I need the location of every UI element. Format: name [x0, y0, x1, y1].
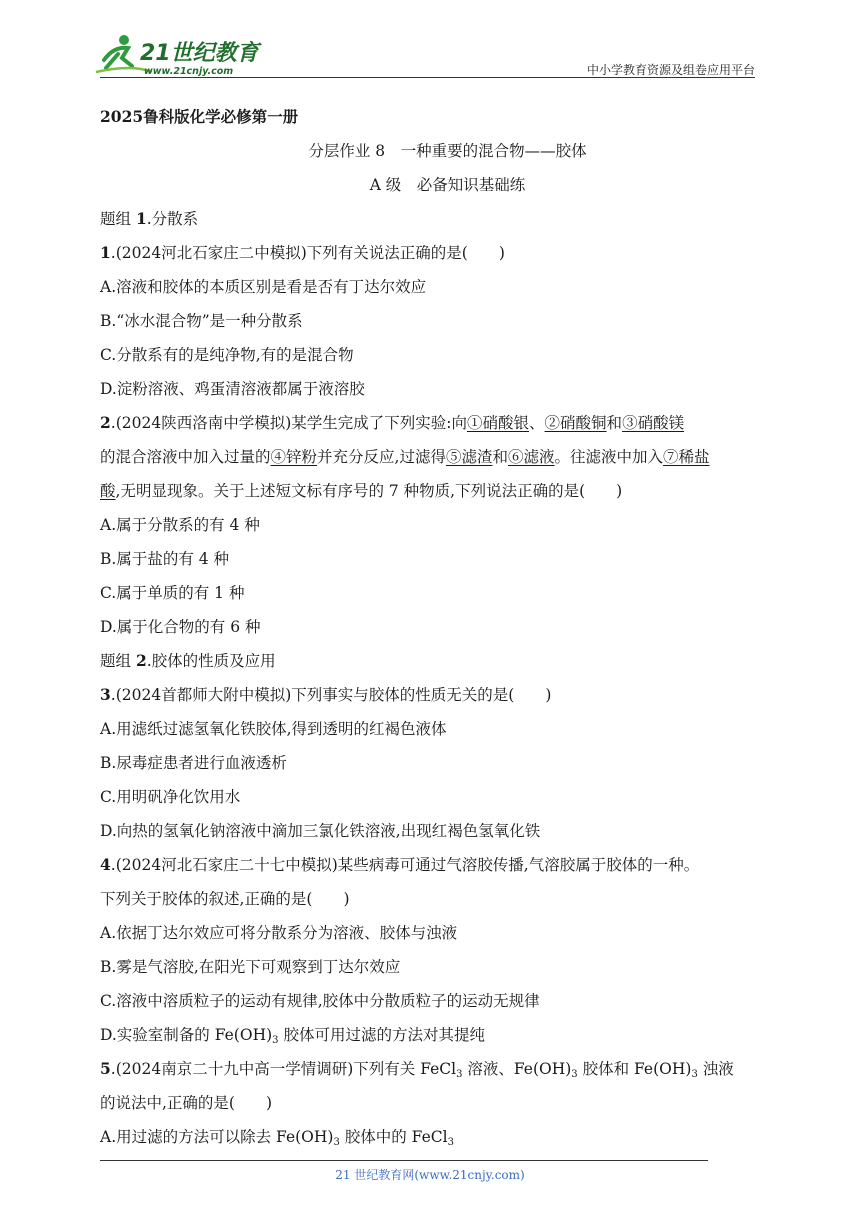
group-heading-2 [100, 644, 765, 678]
group-prefix: 题组 [100, 652, 136, 670]
q4-option-a: A.依据丁达尔效应可将分散系分为溶液、胶体与浊液 [100, 924, 458, 942]
q1-option-d: D.淀粉溶液、鸡蛋清溶液都属于液溶胶 [100, 380, 365, 398]
q2-text: 和 [606, 414, 623, 432]
q2-text: ,无明显现象。关于上述短文标有序号的 7 种物质,下列说法正确的是( ) [115, 482, 623, 500]
q2-text: 和 [492, 448, 508, 466]
q2-option-b: B.属于盐的有 4 种 [100, 550, 230, 568]
subscript: 3 [333, 1137, 340, 1148]
footer-rule [100, 1160, 708, 1161]
q5-text: .(2024南京二十九中高一学情调研)下列有关 FeCl [110, 1060, 457, 1078]
book-title: 2025鲁科版化学必修第一册 [100, 107, 299, 126]
q5-text: 胶体和 Fe(OH) [577, 1060, 692, 1078]
q4-d-text: 胶体可用过滤的方法对其提纯 [278, 1026, 485, 1044]
subscript: 3 [571, 1069, 578, 1080]
assignment-title: 分层作业 8 一种重要的混合物——胶体 [308, 142, 587, 160]
q3-option-a: A.用滤纸过滤氢氧化铁胶体,得到透明的红褐色液体 [100, 720, 447, 738]
q2-text: .(2024陕西洛南中学模拟)某学生完成了下列实验:向 [110, 414, 467, 432]
question-5-stem-line2: 的说法中,正确的是( ) [100, 1094, 273, 1112]
q2-text: 的混合溶液中加入过量的 [100, 448, 271, 466]
q1-option-c: C.分散系有的是纯净物,有的是混合物 [100, 346, 354, 364]
grade-level: A 级 必备知识基础练 [369, 176, 526, 194]
q2-option-a: A.属于分散系的有 4 种 [100, 516, 260, 534]
platform-name: 中小学教育资源及组卷应用平台 [586, 63, 755, 77]
q5-a-text: A.用过滤的方法可以除去 Fe(OH) [100, 1128, 334, 1146]
q2-substance-5: ⑤滤渣 [445, 448, 493, 466]
q3-option-c: C.用明矾净化饮用水 [100, 788, 241, 806]
q4-option-d [100, 1018, 765, 1052]
group-number: 2 [135, 651, 147, 670]
question-3-stem [100, 678, 765, 712]
q5-text: 浊液 [697, 1060, 734, 1078]
q5-option-a [100, 1120, 765, 1154]
q2-substance-1: ①硝酸银 [467, 414, 530, 432]
group-heading-1 [100, 202, 765, 236]
q2-text: 并充分反应,过滤得 [317, 448, 446, 466]
q1-option-b: B.“冰水混合物”是一种分散系 [100, 312, 303, 330]
q2-substance-6: ⑥滤液 [508, 448, 555, 466]
group-text: .胶体的性质及应用 [146, 652, 276, 670]
question-2-stem-line3 [100, 474, 765, 508]
subscript: 3 [447, 1137, 454, 1148]
document-body [100, 100, 765, 1154]
question-text: .(2024首都师大附中模拟)下列事实与胶体的性质无关的是( ) [110, 686, 552, 704]
q3-option-b: B.尿毒症患者进行血液透析 [100, 754, 287, 772]
subscript: 3 [272, 1035, 279, 1046]
q2-substance-2: ②硝酸铜 [544, 414, 607, 432]
question-2-stem-line1 [100, 406, 765, 440]
group-prefix: 题组 [100, 210, 136, 228]
q2-substance-7: ⑦稀盐 [663, 448, 710, 466]
q2-text: 、 [529, 414, 545, 432]
q3-option-d: D.向热的氢氧化钠溶液中滴加三氯化铁溶液,出现红褐色氢氧化铁 [100, 822, 541, 840]
site-logo [92, 28, 262, 78]
question-number: 3 [100, 685, 111, 704]
q2-substance-3: ③硝酸镁 [622, 414, 685, 432]
q2-option-d: D.属于化合物的有 6 种 [100, 618, 261, 636]
q2-option-c: C.属于单质的有 1 种 [100, 584, 245, 602]
question-5-stem-line1 [100, 1052, 765, 1086]
logo-sub-text: www.21cnjy.com [144, 66, 234, 77]
q1-option-a: A.溶液和胶体的本质区别是看是否有丁达尔效应 [100, 278, 427, 296]
header-rule [100, 77, 755, 78]
subscript: 3 [456, 1069, 463, 1080]
subscript: 3 [691, 1069, 698, 1080]
footer-link[interactable]: 21 世纪教育网(www.21cnjy.com) [335, 1168, 525, 1182]
q5-a-text: 胶体中的 FeCl [339, 1128, 448, 1146]
question-1-stem [100, 236, 765, 270]
logo-main-text: 21世纪教育 [140, 41, 259, 66]
group-number: 1 [135, 209, 147, 228]
group-text: .分散系 [146, 210, 199, 228]
q4-d-text: D.实验室制备的 Fe(OH) [100, 1026, 273, 1044]
question-number: 2 [100, 413, 111, 432]
question-number: 4 [100, 855, 111, 874]
question-number: 1 [100, 243, 111, 262]
q4-option-c: C.溶液中溶质粒子的运动有规律,胶体中分散质粒子的运动无规律 [100, 992, 540, 1010]
question-number: 5 [100, 1059, 111, 1078]
q2-text: 。往滤液中加入 [554, 448, 664, 466]
question-4-stem-line1 [100, 848, 765, 882]
question-4-stem-line2: 下列关于胶体的叙述,正确的是( ) [100, 890, 350, 908]
q5-text: 溶液、Fe(OH) [462, 1060, 572, 1078]
question-text: .(2024河北石家庄二十七中模拟)某些病毒可通过气溶胶传播,气溶胶属于胶体的一种。 [110, 856, 700, 874]
question-text: .(2024河北石家庄二中模拟)下列有关说法正确的是( ) [110, 244, 505, 262]
q2-substance-4: ④锌粉 [270, 448, 318, 466]
question-2-stem-line2 [100, 440, 765, 474]
q4-option-b: B.雾是气溶胶,在阳光下可观察到丁达尔效应 [100, 958, 401, 976]
q2-substance-7-cont: 酸 [100, 482, 116, 500]
